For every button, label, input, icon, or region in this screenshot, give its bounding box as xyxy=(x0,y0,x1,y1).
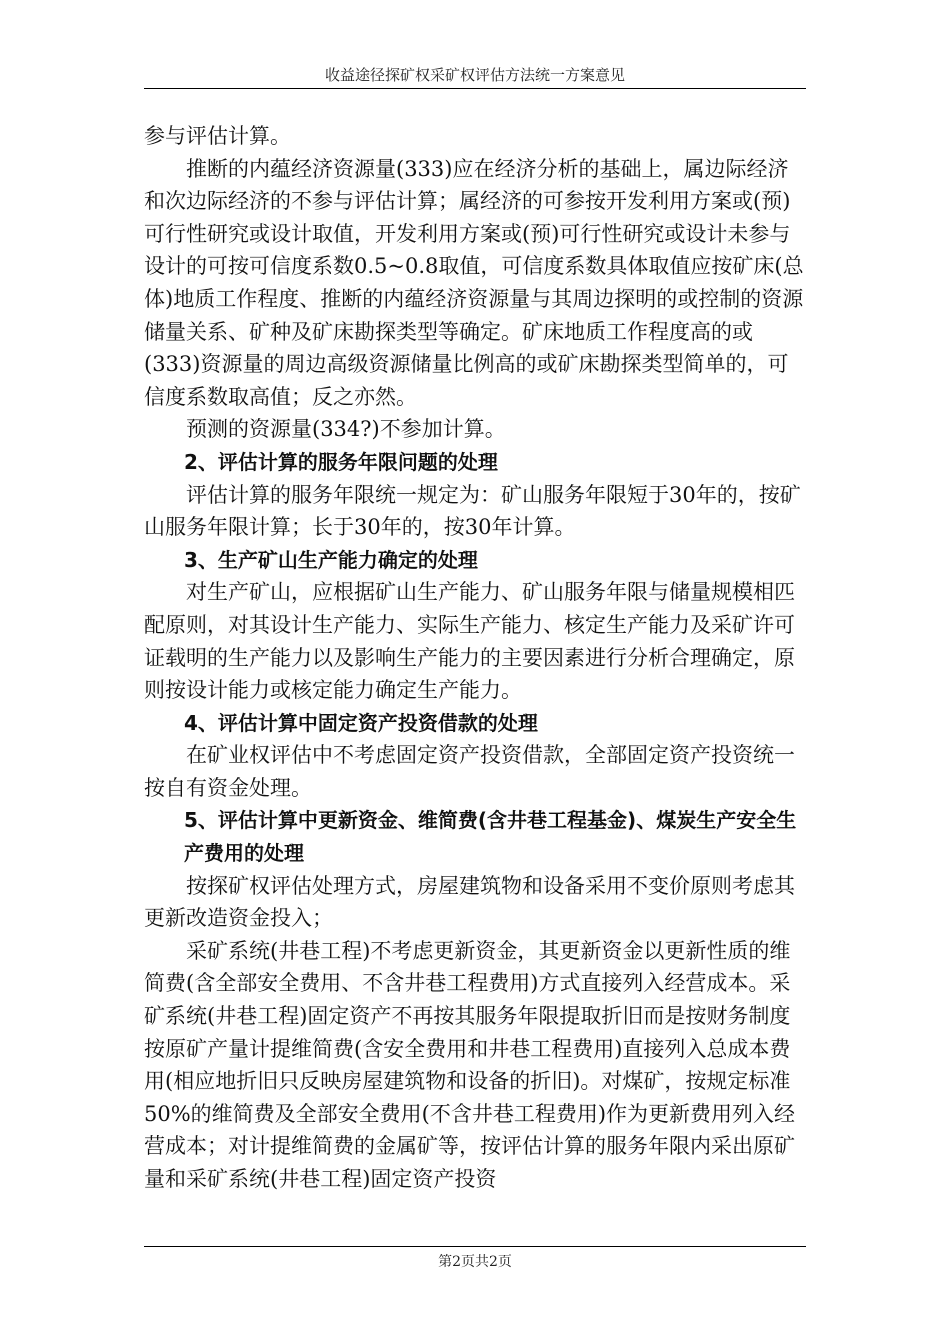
section-heading: 4、评估计算中固定资产投资借款的处理 xyxy=(184,710,538,735)
page-footer xyxy=(144,1252,806,1272)
paragraph: 预测的资源量(334?)不参加计算。 xyxy=(186,417,506,442)
document-body xyxy=(144,120,808,1196)
paragraph: 按探矿权评估处理方式，房屋建筑物和设备采用不变价原则考虑其更新改造资金投入； xyxy=(144,873,795,931)
section-heading: 2、评估计算的服务年限问题的处理 xyxy=(184,449,498,474)
paragraph: 评估计算的服务年限统一规定为：矿山服务年限短于30年的，按矿山服务年限计算；长于30年的，按30年计算。 xyxy=(144,482,801,540)
paragraph: 参与评估计算。 xyxy=(144,124,291,148)
page-number: 第2页共2页 xyxy=(438,1254,512,1270)
paragraph: 对生产矿山，应根据矿山生产能力、矿山服务年限与储量规模相匹配原则，对其设计生产能力、实际生产能力、核定生产能力及采矿许可证载明的生产能力以及影响生产能力的主要因素进行分析合理确定，原则按设计能力或核定能力确定生产能力。 xyxy=(144,580,795,703)
paragraph: 推断的内蕴经济资源量(333)应在经济分析的基础上，属边际经济和次边际经济的不参与评估计算；属经济的可参按开发利用方案或(预)可行性研究或设计取值，开发利用方案或(预)可行性研究或设计未参与设计的可按可信度系数0.5~0.8取值，可信度系数具体取值应按矿床(总体)地质工作程度、推断的内蕴经济资源量与其周边探明的或控制的资源储量关系、矿种及矿床勘探类型等确定。矿床地质工作程度高的或(333)资源量的周边高级资源储量比例高的或矿床勘探类型简单的，可信度系数取高值；反之亦然。 xyxy=(144,156,804,409)
paragraph: 采矿系统(井巷工程)不考虑更新资金，其更新资金以更新性质的维简费(含全部安全费用、不含井巷工程费用)方式直接列入经营成本。采矿系统(井巷工程)固定资产不再按其服务年限提取折旧而是按财务制度按原矿产量计提维简费(含安全费用和井巷工程费用)直接列入总成本费用(相应地折旧只反映房屋建筑物和设备的折旧)。对煤矿，按规定标准50%的维简费及全部安全费用(不含井巷工程费用)作为更新费用列入经营成本；对计提维简费的金属矿等，按评估计算的服务年限内采出原矿量和采矿系统(井巷工程)固定资产投资 xyxy=(144,938,796,1191)
paragraph: 在矿业权评估中不考虑固定资产投资借款，全部固定资产投资统一按自有资金处理。 xyxy=(144,743,795,800)
footer-divider xyxy=(144,1246,806,1247)
page-header xyxy=(144,62,806,89)
document-title: 收益途径探矿权采矿权评估方法统一方案意见 xyxy=(324,66,625,84)
section-heading: 3、生产矿山生产能力确定的处理 xyxy=(184,547,478,572)
section-heading: 5、评估计算中更新资金、维简费(含井巷工程基金)、煤炭生产安全生产费用的处理 xyxy=(184,808,797,866)
